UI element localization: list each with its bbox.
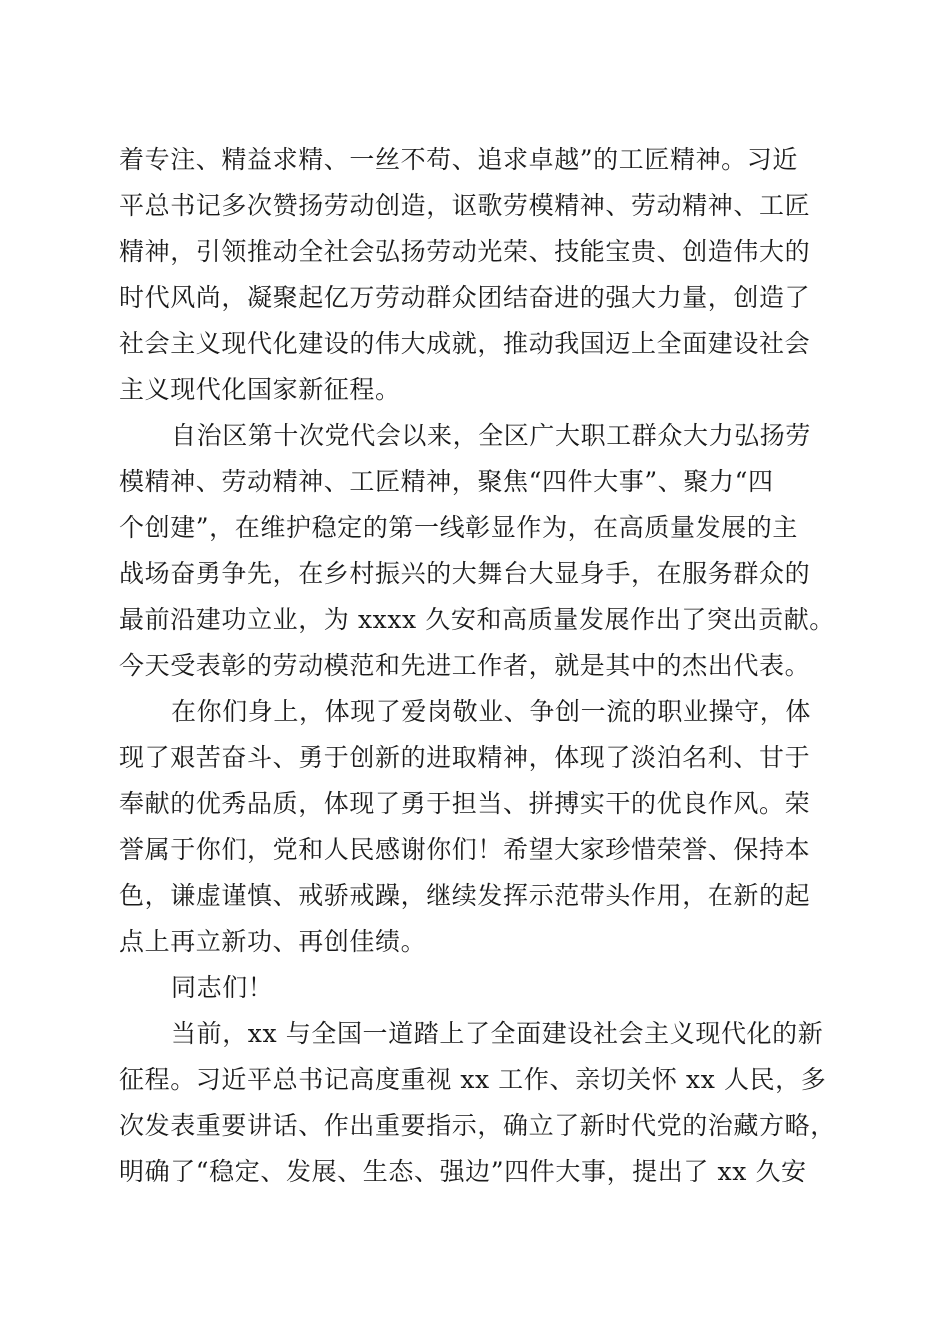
text-line: 点上再立新功、再创佳绩。 [119,927,427,956]
text-line: 现了艰苦奋斗、勇于创新的进取精神，体现了淡泊名利、甘于 [119,743,811,772]
salutation-line: 同志们！ [171,973,274,1002]
text-line: 誉属于你们，党和人民感谢你们！希望大家珍惜荣誉、保持本 [119,835,811,864]
paragraph-first-line: 当前，xx 与全国一道踏上了全面建设社会主义现代化的新 [171,1019,824,1048]
text-line: 战场奋勇争先，在乡村振兴的大舞台大显身手，在服务群众的 [119,559,811,588]
paragraph-first-line: 在你们身上，体现了爱岗敬业、争创一流的职业操守，体 [171,697,812,726]
text-line: 最前沿建功立业，为 xxxx 久安和高质量发展作出了突出贡献。 [119,605,835,634]
text-line: 平总书记多次赞扬劳动创造，讴歌劳模精神、劳动精神、工匠 [119,191,811,220]
paragraph-first-line: 自治区第十次党代会以来，全区广大职工群众大力弘扬劳 [171,421,812,450]
text-line: 征程。习近平总书记高度重视 xx 工作、亲切关怀 xx 人民，多 [119,1065,827,1094]
text-line: 主义现代化国家新征程。 [119,375,401,404]
text-line: 社会主义现代化建设的伟大成就，推动我国迈上全面建设社会 [119,329,811,358]
text-line: 次发表重要讲话、作出重要指示，确立了新时代党的治藏方略， [119,1111,836,1140]
text-line: 时代风尚，凝聚起亿万劳动群众团结奋进的强大力量，创造了 [119,283,811,312]
text-line: 色，谦虚谨慎、戒骄戒躁，继续发挥示范带头作用，在新的起 [119,881,811,910]
text-line: 着专注、精益求精、一丝不苟、追求卓越”的工匠精神。习近 [119,145,798,174]
text-line: 个创建”，在维护稳定的第一线彰显作为，在高质量发展的主 [119,513,798,542]
text-line: 明确了“稳定、发展、生态、强边”四件大事，提出了 xx 久安 [119,1157,807,1186]
text-line: 奉献的优秀品质，体现了勇于担当、拼搏实干的优良作风。荣 [119,789,811,818]
text-line: 今天受表彰的劳动模范和先进工作者，就是其中的杰出代表。 [119,651,811,680]
text-line: 精神，引领推动全社会弘扬劳动光荣、技能宝贵、创造伟大的 [119,237,811,266]
text-line: 模精神、劳动精神、工匠精神，聚焦“四件大事”、聚力“四 [119,467,774,496]
